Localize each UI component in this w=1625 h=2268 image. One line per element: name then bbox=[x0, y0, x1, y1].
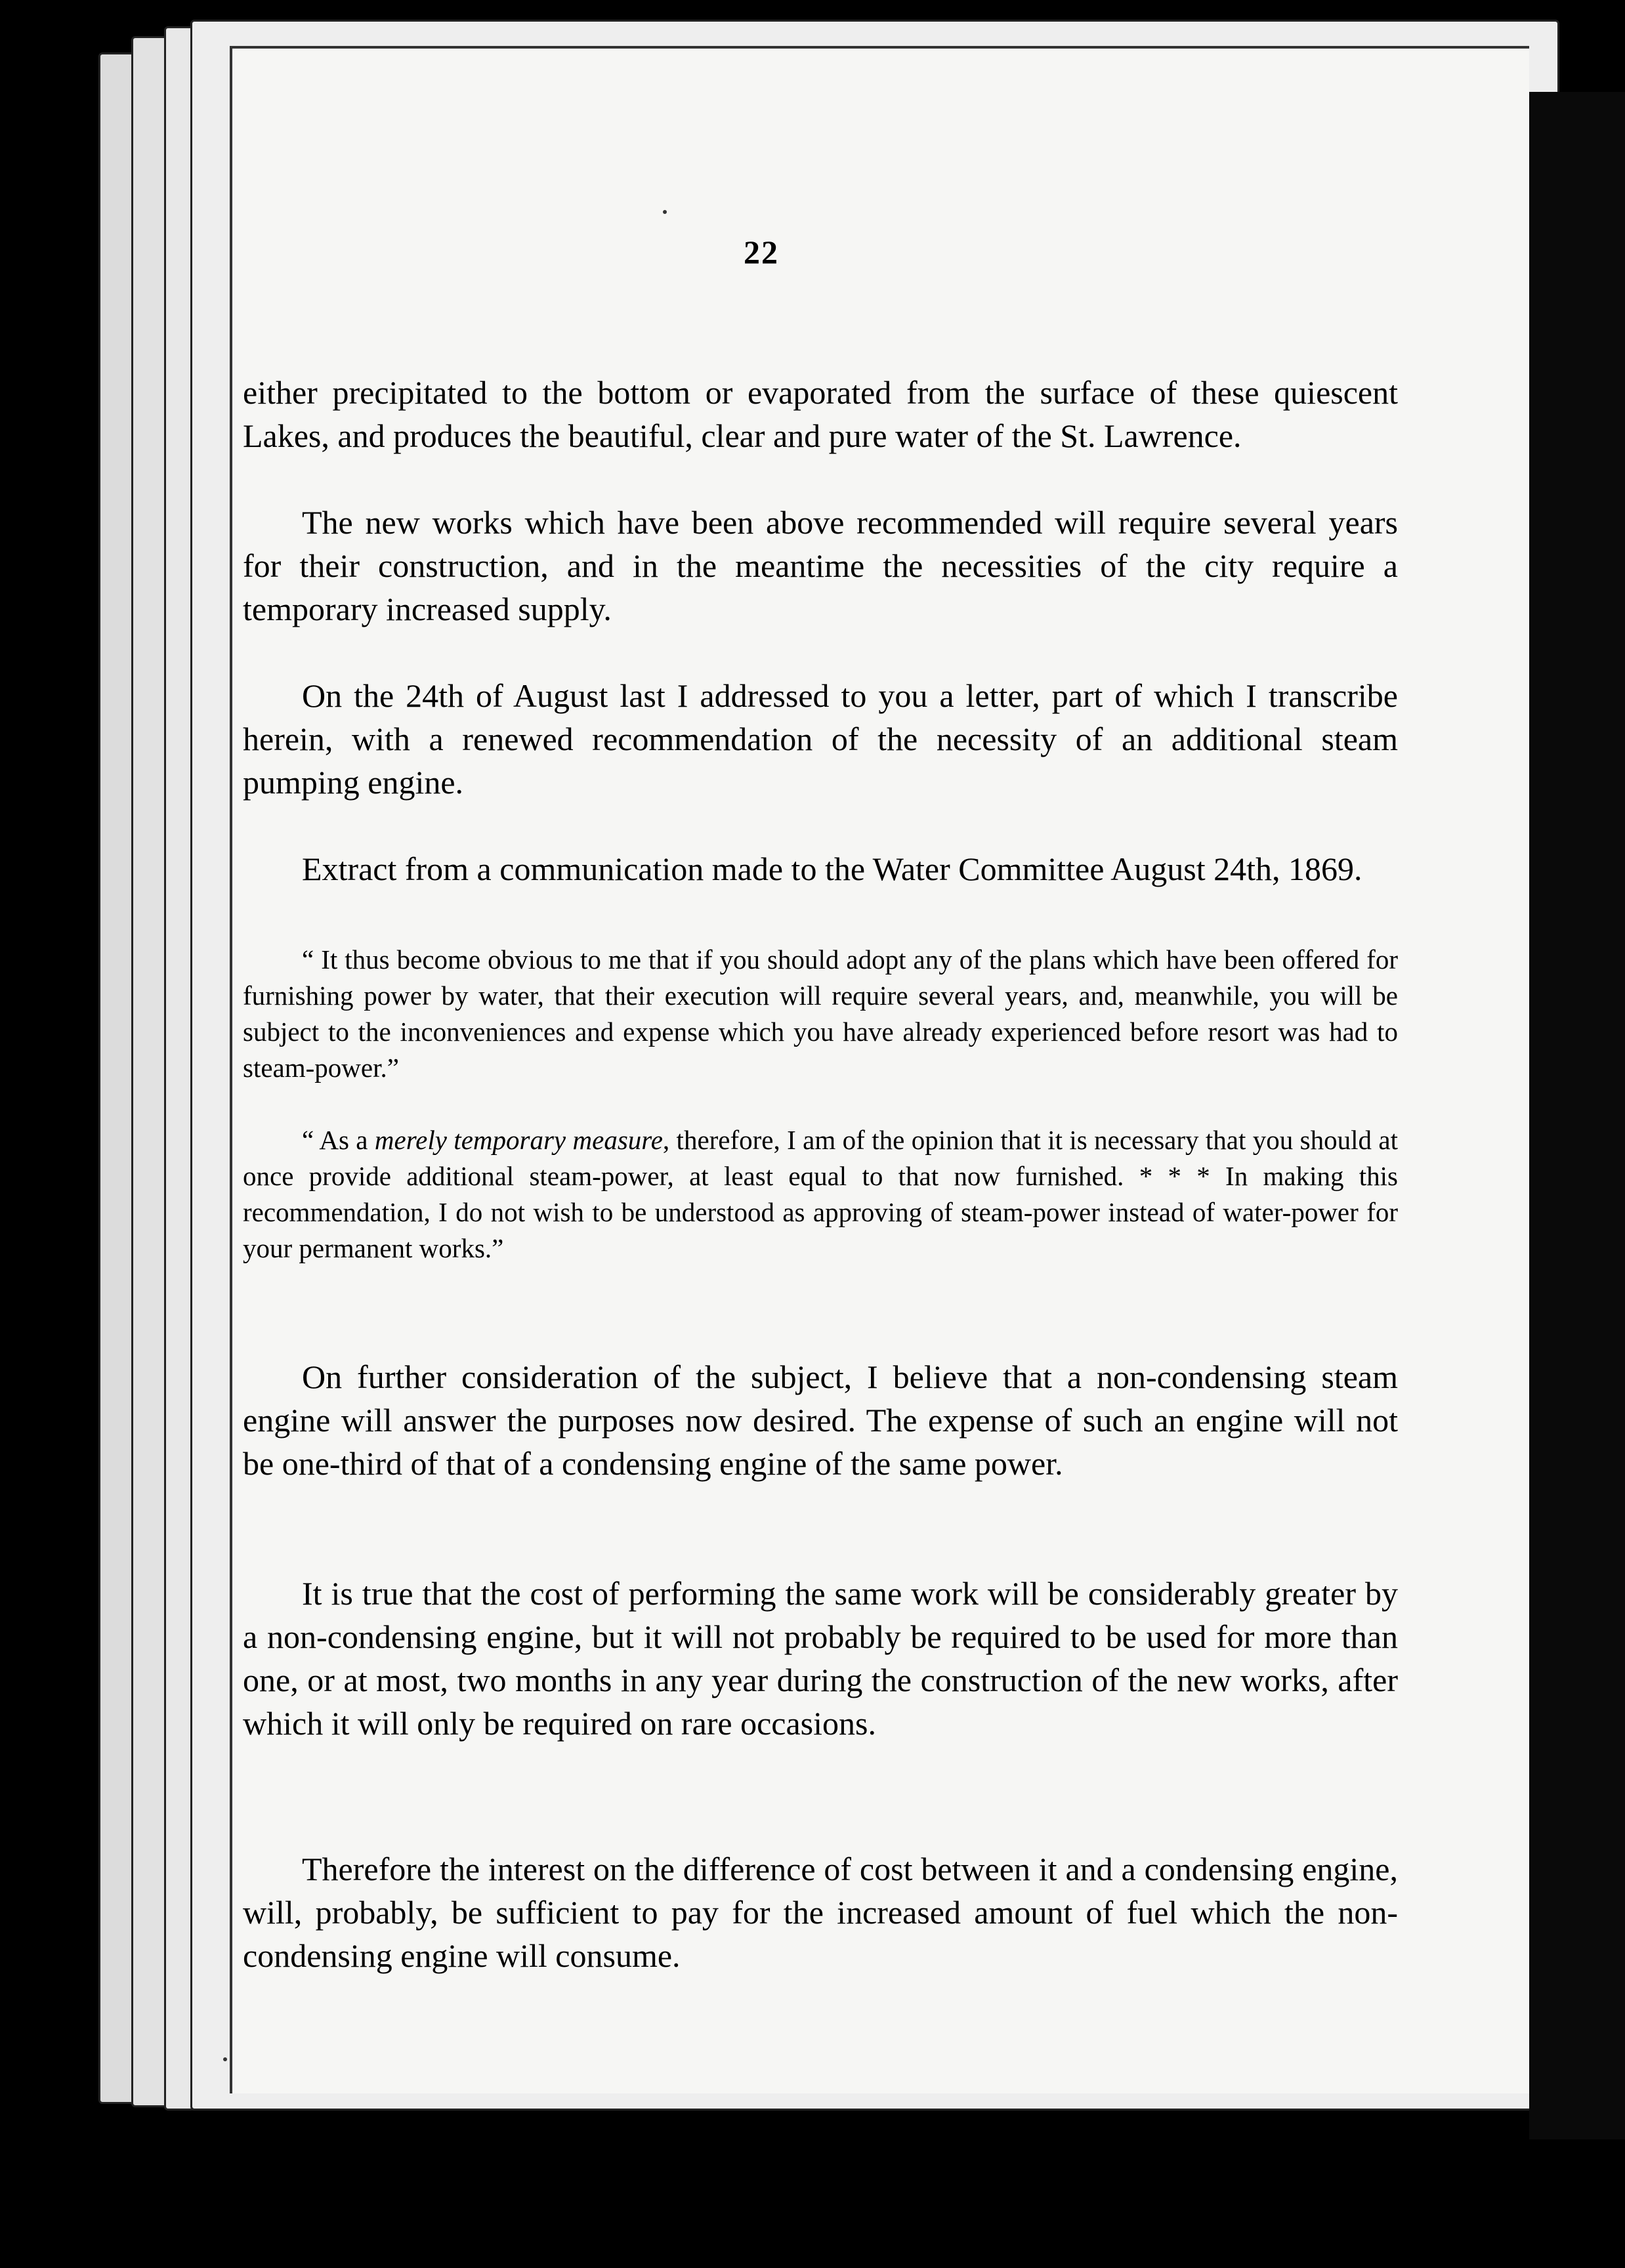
quote-lead: “ As a bbox=[302, 1125, 375, 1155]
speck bbox=[223, 2057, 227, 2061]
page-number: 22 bbox=[744, 234, 779, 270]
paragraph: Extract from a communication made to the Water Committee August 24th, 1869. bbox=[302, 850, 1362, 887]
quote-rest: , therefore, I am of the opinion that it is necessary that you should at once provide additional steam-power, at least equal to that now furnished. * * * In making this recommendation, I do not wish to be understood as approving of steam-power instead of water-power for your permanent works.” bbox=[243, 1125, 1399, 1263]
paragraph: Therefore the interest on the difference of cost between it and a condensing engine, will, probably, be sufficient to pay for the increased amount of fuel which the non-condensing engine will consume. bbox=[243, 1851, 1398, 1974]
paragraph: On further consideration of the subject, I believe that a non-condensing steam engine will answer the purposes now desired. The expense of such an engine will not be one-third of that of a condensing engine of the same power. bbox=[243, 1358, 1398, 1482]
paragraph: The new works which have been above recommended will require several years for their construction, and in the meantime the necessities of the city require a temporary increased supply. bbox=[243, 504, 1398, 627]
paragraph: either precipitated to the bottom or evaporated from the surface of these quiescent Lakes, and produces the beautiful, clear and pure water of the St. Lawrence. bbox=[243, 374, 1398, 454]
speck bbox=[663, 210, 667, 214]
paragraph: It is true that the cost of performing the same work will be considerably greater by a non-condensing engine, but it will not probably be required to be used for more than one, or at most, two months in any year during the construction of the new works, after which it will only be required on rare occasions. bbox=[243, 1575, 1398, 1742]
facing-page-edge bbox=[1529, 92, 1625, 2139]
paragraph: On the 24th of August last I addressed to you a letter, part of which I transcribe herein, with a renewed recommendation of the necessity of an additional steam pumping engine. bbox=[243, 677, 1398, 801]
block-quote bbox=[243, 1122, 1398, 1267]
block-quote: “ It thus become obvious to me that if you should adopt any of the plans which have been offered for furnishing power by water, that their execution will require several years, and, meanwhile, you will be subject to the inconveniences and expense which you have already experienced before resort was had to steam-power.” bbox=[243, 944, 1398, 1083]
quote-emphasis: merely temporary measure bbox=[374, 1125, 663, 1155]
